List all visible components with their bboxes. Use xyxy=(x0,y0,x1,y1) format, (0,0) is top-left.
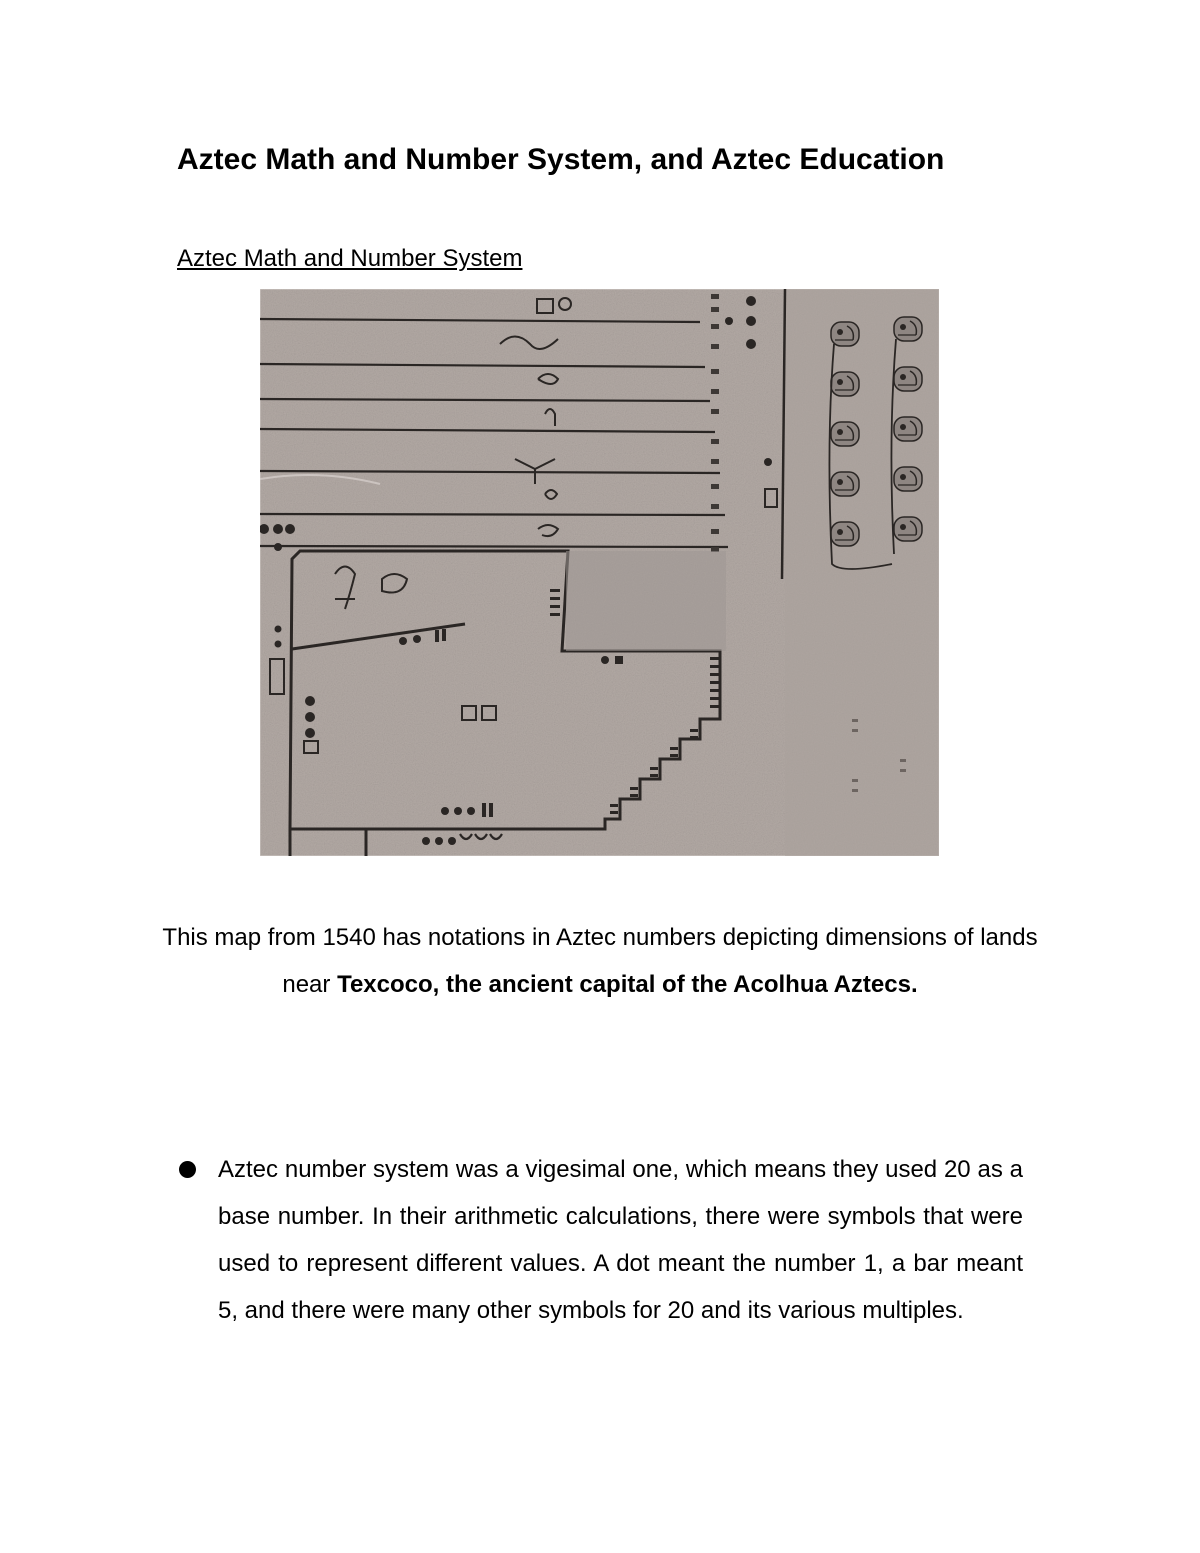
list-item-text: Aztec number system was a vigesimal one, which means they used 20 as a base number. In their arithmetic calculations, there were symbols that were used to represent different values. A dot meant the number 1, a bar meant 5, and there were many other symbols for 20 and its various multiples. xyxy=(218,1156,1023,1324)
bullet-icon xyxy=(179,1161,196,1178)
section-heading: Aztec Math and Number System xyxy=(177,245,523,272)
list-item xyxy=(177,1146,1023,1334)
caption-bold-text: Texcoco, the ancient capital of the Acolhua Aztecs. xyxy=(337,971,918,998)
bullet-list xyxy=(177,1146,1023,1334)
caption-text: This map from 1540 has notations in Aztec numbers depicting dimensions of lands near xyxy=(162,924,1038,998)
aztec-map-image xyxy=(260,289,939,856)
map-caption xyxy=(150,914,1050,1008)
document-title: Aztec Math and Number System, and Aztec Education xyxy=(177,143,945,176)
codex-map-image xyxy=(260,289,939,856)
